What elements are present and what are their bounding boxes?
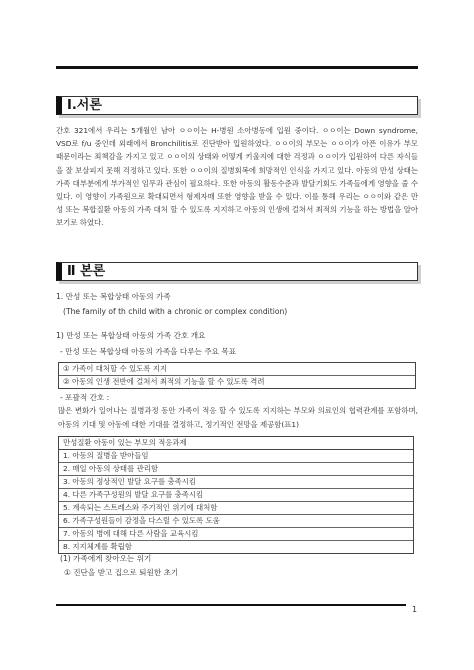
inclusive-care-label: - 포괄적 간호 : xyxy=(60,393,110,402)
goal-label: - 만성 또는 복합상태 아동의 가족을 다루는 주요 목표 xyxy=(60,347,237,356)
adaptation-tasks-table xyxy=(58,436,414,554)
table-row: 4. 다른 가족구성원의 발달 요구를 충족시킴 xyxy=(59,489,413,502)
section-heading-introduction xyxy=(56,96,418,115)
goals-box xyxy=(58,362,416,389)
section-heading-text: Ⅱ 본론 xyxy=(67,264,106,279)
table-title: 만성질환 아동이 있는 부모의 적응과제 xyxy=(59,437,413,450)
goal-item: ② 아동의 인생 전반에 걸쳐서 최적의 기능을 할 수 있도록 격려 xyxy=(63,377,265,386)
bottom-rule xyxy=(56,604,406,606)
table-row: 8. 지지체계를 확립함 xyxy=(63,542,132,551)
item1-subtitle: (The family of th child with a chronic or complex condition) xyxy=(63,307,288,316)
subsection1-title: 1) 만성 또는 복합상태 아동의 가족 간호 개요 xyxy=(56,331,206,340)
section-heading-body xyxy=(56,262,418,281)
crisis-label: (1) 가족에게 찾아오는 위기 xyxy=(60,554,152,563)
table-row: 3. 아동의 정상적인 발달 요구를 충족시킴 xyxy=(59,476,413,489)
table-row: 7. 아동의 병에 대해 다른 사람을 교육시킴 xyxy=(59,528,413,541)
introduction-paragraph: 간호 321에서 우리는 5개월인 남아 ㅇㅇ이는 H-병원 소아병동에 입원 중이다. ㅇㅇ이는 Down syndrome, VSD로 f/u 중인데 외래에서 Bronchilitis로 진단받아 입원하였다. ㅇㅇ이의 부모는 ㅇㅇ이가 아픈 이유가 부모 때문이라는 죄책감을 가지고 있고 ㅇㅇ이의 상태와 어떻게 키울지에 대한 걱정과 ㅇㅇ이가 입원하여 다른 자식들을 잘 보살피지 못해 걱정하고 있다. 또한 ㅇㅇ이의 질병회복에 희망적인 인식을 가지고 있다. 아동의 만성 상태는 가족 대부분에게 부가적인 임무과 관심이 필요하다. 또한 아동의 활동수준과 발달기회도 가족들에게 영향을 줄 수 있다. 이 영향이 가족원으로 확대되면서 형제자매 또한 영향을 받을 수 있다. 이를 통해 우리는 ㅇㅇ이와 같은 만성 또는 복합질환 아동의 가족 대처 할 수 있도록 지지하고 아동의 인생에 걸쳐서 최적의 기능을 하는 방법을 알아보기로 하였다. xyxy=(56,126,418,228)
table-row: 2. 매일 아동의 상태를 관리함 xyxy=(59,463,413,476)
crisis-item: ① 진단을 받고 집으로 퇴원한 초기 xyxy=(64,568,179,577)
table-row: 5. 계속되는 스트레스와 주기적인 위기에 대처함 xyxy=(59,502,413,515)
section-heading-text: Ⅰ.서론 xyxy=(67,98,102,113)
goal-item: ① 가족이 대처할 수 있도록 지지 xyxy=(59,363,415,376)
table-row: 6. 가족구성원들이 감정을 다스릴 수 있도록 도움 xyxy=(59,515,413,528)
item1-title: 1. 만성 또는 복합상태 아동의 가족 xyxy=(56,292,171,301)
page-number: 1 xyxy=(412,605,418,614)
table-row: 1. 아동의 질병을 받아들임 xyxy=(59,450,413,463)
top-rule xyxy=(56,66,418,69)
inclusive-care-text: 많은 변화가 일어나는 질병과정 동안 가족이 적응 할 수 있도록 지지하는 부모와 의료인의 협력관계를 포함하며, 아동의 기대 및 아동에 대한 기대를 결정하고, 정기적인 전망을 제공함(표1) xyxy=(58,406,418,429)
